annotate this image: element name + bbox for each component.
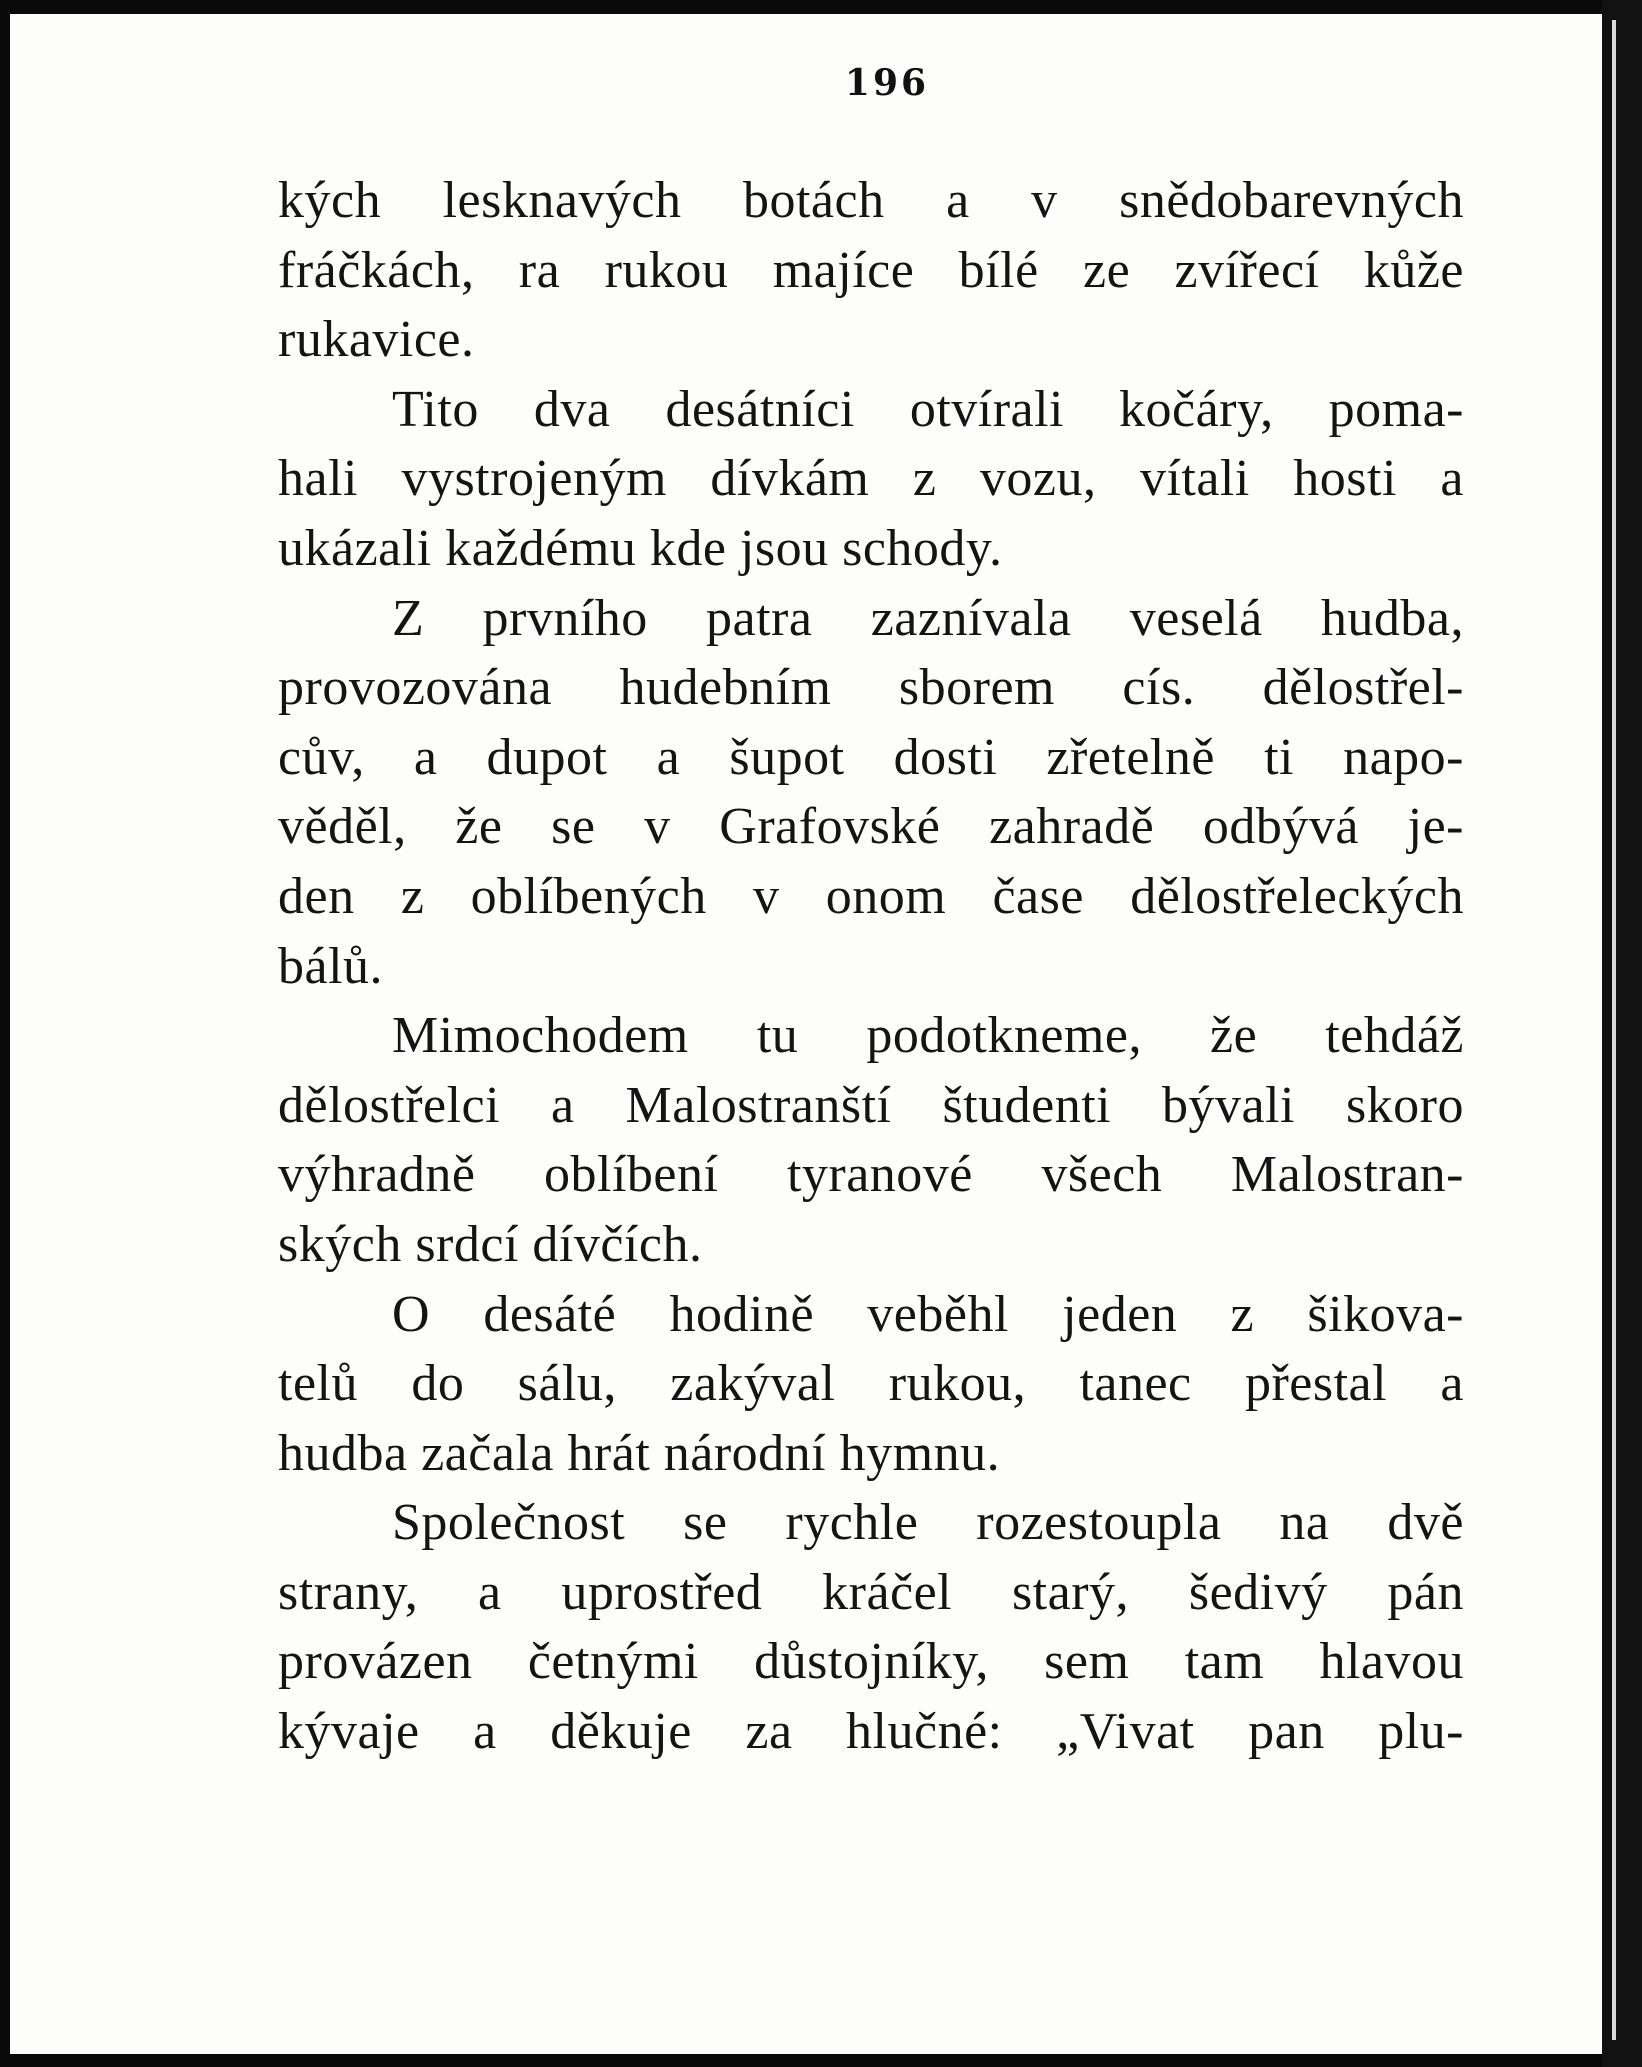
text-line: Tito dva desátníci otvírali kočáry, poma- xyxy=(392,380,1464,438)
text-line: telů do sálu, zakýval rukou, tanec přestal a xyxy=(278,1355,1464,1413)
page-edge-shadow xyxy=(1602,0,1642,2067)
text-line: fráčkách, ra rukou majíce bílé ze zvířecí kůže xyxy=(278,241,1464,299)
body-text xyxy=(278,166,1464,1767)
text-line: ukázali každému kde jsou schody. xyxy=(278,519,1003,577)
text-line: strany, a uprostřed kráčel starý, šedivý pán xyxy=(278,1563,1464,1621)
text-line: O desáté hodině veběhl jeden z šikova- xyxy=(392,1285,1464,1343)
text-line: provozována hudebním sborem cís. dělostřel- xyxy=(278,659,1464,717)
text-line: ských srdcí dívčích. xyxy=(278,1215,703,1273)
text-line: kých lesknavých botách a v snědobarevných xyxy=(278,172,1464,229)
page-edge-line xyxy=(1612,20,1616,2040)
text-line: hali vystrojeným dívkám z vozu, vítali hosti a xyxy=(278,450,1464,508)
text-line: provázen četnými důstojníky, sem tam hlavou xyxy=(278,1633,1464,1691)
text-line: cův, a dupot a šupot dosti zřetelně ti napo- xyxy=(278,728,1464,786)
text-line: Z prvního patra zaznívala veselá hudba, xyxy=(392,589,1464,647)
text-line: bálů. xyxy=(278,937,384,995)
text-line: kývaje a děkuje za hlučné: „Vivat pan plu- xyxy=(278,1703,1464,1761)
text-line: Mimochodem tu podotkneme, že tehdáž xyxy=(392,1007,1464,1065)
text-line: Společnost se rychle rozestoupla na dvě xyxy=(392,1494,1464,1552)
text-line: výhradně oblíbení tyranové všech Malostran- xyxy=(278,1146,1464,1204)
text-line: den z oblíbených v onom čase dělostřeleckých xyxy=(278,867,1464,925)
text-line: hudba začala hrát národní hymnu. xyxy=(278,1424,1001,1482)
text-line: věděl, že se v Grafovské zahradě odbývá je- xyxy=(278,798,1464,856)
text-line: rukavice. xyxy=(278,311,475,369)
text-line: dělostřelci a Malostranští študenti bývali skoro xyxy=(278,1076,1464,1134)
page-number: 196 xyxy=(844,62,930,104)
